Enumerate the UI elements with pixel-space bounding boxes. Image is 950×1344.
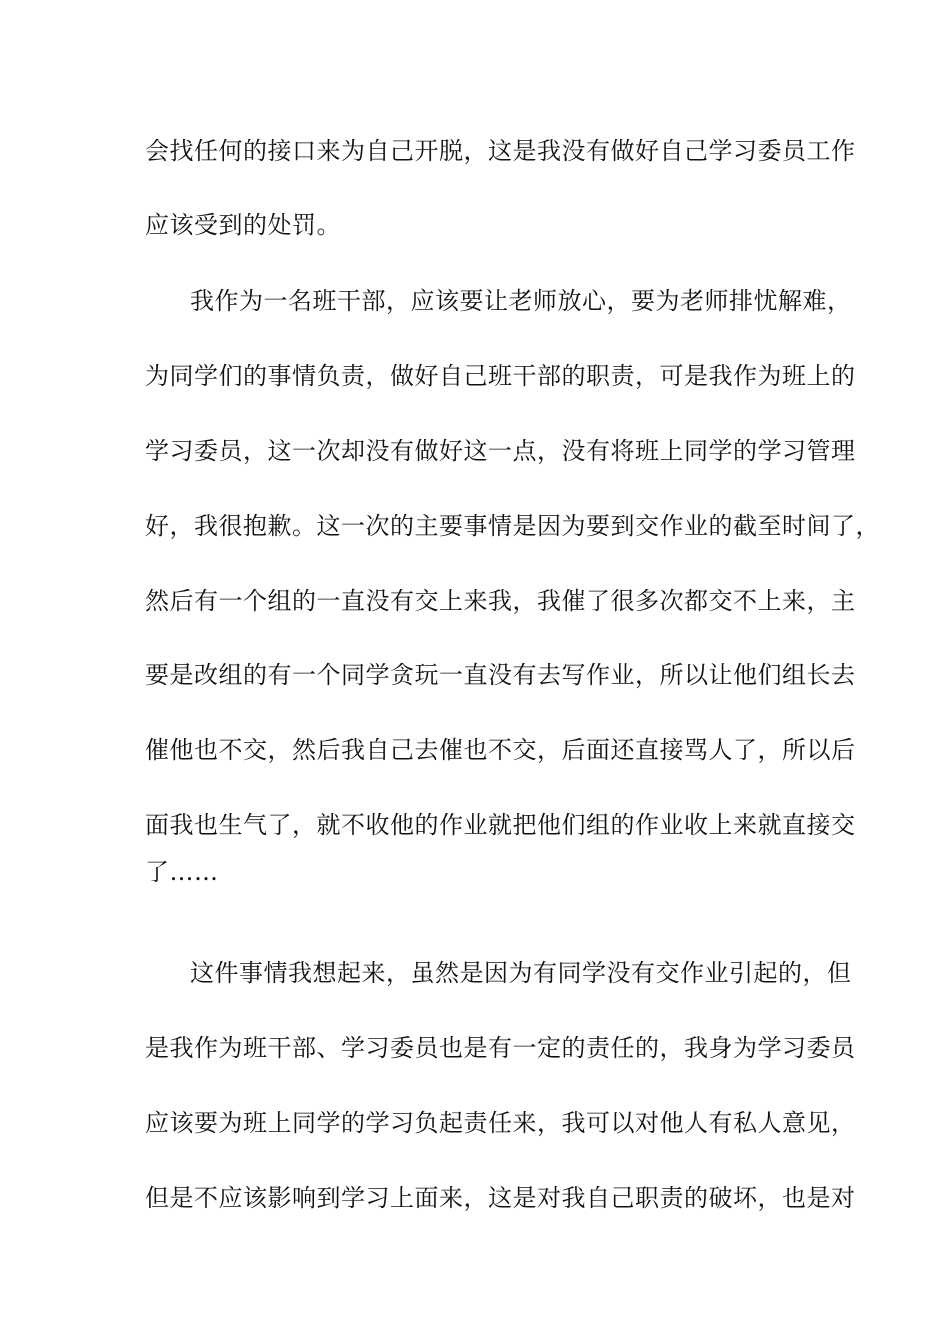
text-line: 但是不应该影响到学习上面来，这是对我自己职责的破坏，也是对	[145, 1184, 856, 1212]
text-line: 然后有一个组的一直没有交上来我，我催了很多次都交不上来，主	[145, 587, 856, 615]
text-line: 应该受到的处罚。	[145, 211, 341, 239]
paragraph-first-line: 这件事情我想起来，虽然是因为有同学没有交作业引起的，但	[190, 959, 852, 987]
text-line: 会找任何的接口来为自己开脱，这是我没有做好自己学习委员工作	[145, 137, 856, 165]
paragraph-first-line: 我作为一名班干部，应该要让老师放心，要为老师排忧解难，	[190, 287, 852, 315]
text-line: 为同学们的事情负责，做好自己班干部的职责，可是我作为班上的	[145, 362, 856, 390]
text-line: 要是改组的有一个同学贪玩一直没有去写作业，所以让他们组长去	[145, 661, 856, 689]
text-line: 面我也生气了，就不收他的作业就把他们组的作业收上来就直接交	[145, 811, 856, 839]
text-line: 应该要为班上同学的学习负起责任来，我可以对他人有私人意见，	[145, 1109, 856, 1137]
text-line: 好，我很抱歉。这一次的主要事情是因为要到交作业的截至时间了，	[145, 512, 880, 540]
text-line: 是我作为班干部、学习委员也是有一定的责任的，我身为学习委员	[145, 1034, 856, 1062]
text-line: 学习委员，这一次却没有做好这一点，没有将班上同学的学习管理	[145, 437, 856, 465]
text-line: 了……	[145, 858, 219, 886]
text-line: 催他也不交，然后我自己去催也不交，后面还直接骂人了，所以后	[145, 736, 856, 764]
